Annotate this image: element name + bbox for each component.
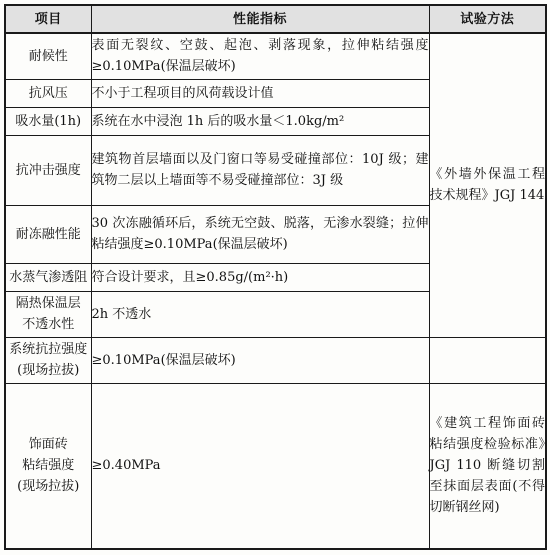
row-spec: 符合设计要求，且≥0.85g/(m²·h) <box>91 263 429 291</box>
item-line: 隔热保温层 <box>15 296 81 311</box>
item-line: 不透水性 <box>22 317 75 332</box>
item-line: (现场拉拔) <box>17 479 80 495</box>
item-line: (现场拉拔) <box>17 363 80 378</box>
header-performance-index: 性能指标 <box>91 5 429 33</box>
table-row <box>5 383 546 549</box>
table-row <box>5 337 546 383</box>
row-spec: 系统在水中浸泡 1h 后的吸水量＜1.0kg/m² <box>91 107 429 135</box>
method-jgj110: 《建筑工程饰面砖粘结强度检验标准》JGJ 110 断缝切割至抹面层表面(不得切断钢丝网) <box>429 383 546 549</box>
row-item <box>5 263 91 291</box>
performance-table <box>4 4 547 550</box>
table-row <box>5 33 546 79</box>
row-item <box>5 79 91 107</box>
row-spec: 不小于工程项目的风荷载设计值 <box>91 79 429 107</box>
row-item <box>5 205 91 263</box>
item-line: 水蒸气渗透阻 <box>9 269 88 285</box>
item-line: 耐冻融性能 <box>15 226 81 242</box>
item-line: 抗风压 <box>28 85 68 101</box>
row-item <box>5 337 91 383</box>
row-item <box>5 291 91 337</box>
row-spec: ≥0.10MPa(保温层破坏) <box>91 337 429 383</box>
item-line: 系统抗拉强度 <box>9 342 88 357</box>
item-line: 饰面砖 <box>28 437 68 453</box>
table-header-row <box>5 5 546 33</box>
row-spec: 表面无裂纹、空鼓、起泡、剥落现象，拉伸粘结强度≥0.10MPa(保温层破坏) <box>91 33 429 79</box>
row-spec: 2h 不透水 <box>91 291 429 337</box>
row-item <box>5 383 91 549</box>
row-spec: 建筑物首层墙面以及门窗口等易受碰撞部位：10J 级；建筑物二层以上墙面等不易受碰撞部位：3J 级 <box>91 135 429 205</box>
header-item: 项目 <box>5 5 91 33</box>
item-line: 耐候性 <box>28 48 68 64</box>
row-spec: 30 次冻融循环后，系统无空鼓、脱落，无渗水裂缝；拉伸粘结强度≥0.10MPa(保温层破坏) <box>91 205 429 263</box>
row-item <box>5 107 91 135</box>
row-item <box>5 135 91 205</box>
item-line: 抗冲击强度 <box>15 162 81 178</box>
item-line: 吸水量(1h) <box>15 113 82 129</box>
row-item <box>5 33 91 79</box>
method-jgj144: 《外墙外保温工程技术规程》JGJ 144 <box>429 33 546 337</box>
header-test-method: 试验方法 <box>429 5 546 33</box>
row-spec: ≥0.40MPa <box>91 383 429 549</box>
method-blank-cell <box>429 337 546 383</box>
item-line: 粘结强度 <box>22 458 75 474</box>
